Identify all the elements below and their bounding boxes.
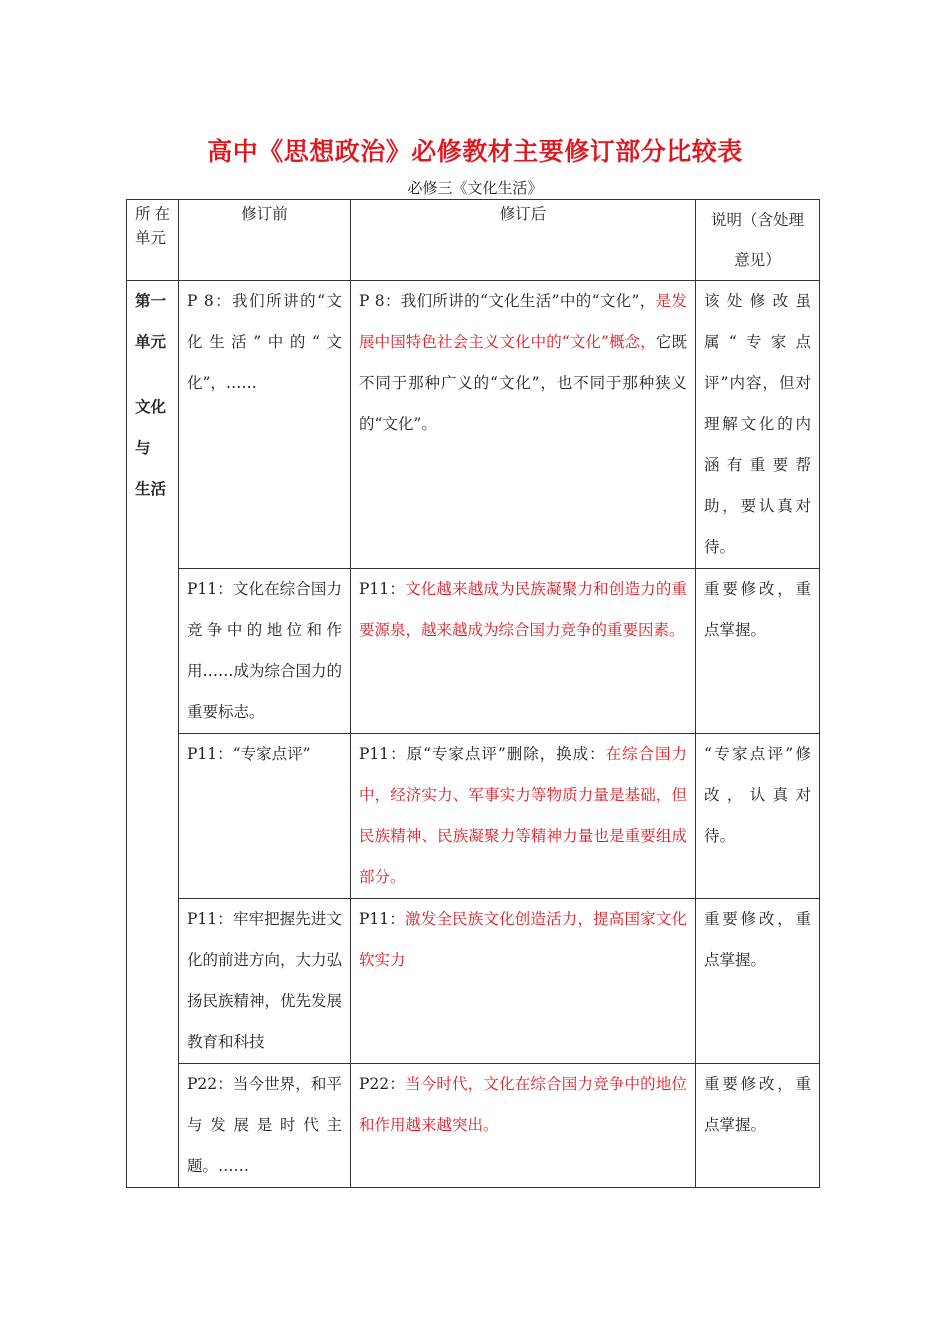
header-after: 修订后	[351, 200, 696, 281]
unit-label-2: 单元	[135, 333, 167, 351]
note-cell: “专家点评”修改，认真对待。	[696, 734, 820, 899]
before-cell: P11：文化在综合国力竞争中的地位和作用……成为综合国力的重要标志。	[179, 569, 351, 734]
after-revised-text: 当今时代，文化在综合国力竞争中的地位和作用越来越突出。	[359, 1075, 687, 1134]
before-cell: P 8：我们所讲的“文化生活”中的“文化”，……	[179, 281, 351, 569]
document-title: 高中《思想政治》必修教材主要修订部分比较表	[207, 137, 743, 166]
unit-label-3: 文化	[135, 398, 167, 416]
after-cell	[351, 569, 696, 734]
after-text: P 8：我们所讲的“文化生活”中的“文化”，	[359, 292, 656, 310]
before-cell: P11：牢牢把握先进文化的前进方向，大力弘扬民族精神，优先发展教育和科技	[179, 899, 351, 1064]
after-revised-text: 是发展中国特色社会主义文化中的“文化”概念，	[359, 292, 687, 351]
header-note: 说明（含处理意见）	[696, 200, 820, 281]
note-cell: 重要修改，重点掌握。	[696, 1064, 820, 1188]
after-cell	[351, 734, 696, 899]
note-cell: 该处修改虽属“专家点评”内容，但对理解文化的内涵有重要帮助，要认真对待。	[696, 281, 820, 569]
after-revised-text: 激发全民族文化创造活力，提高国家文化软实力	[359, 910, 687, 969]
note-cell: 重要修改，重点掌握。	[696, 899, 820, 1064]
table-row	[127, 281, 820, 569]
after-cell	[351, 899, 696, 1064]
after-text: P22：	[359, 1075, 406, 1093]
unit-label-1: 第一	[135, 292, 167, 310]
unit-cell	[127, 281, 179, 1188]
after-revised-text: 在综合国力中，经济实力、军事实力等物质力量是基础，但民族精神、民族凝聚力等精神力量也是重要组成部分。	[359, 745, 687, 886]
unit-label-4: 与	[135, 439, 151, 457]
comparison-table	[126, 199, 820, 1188]
header-unit: 所在单元	[127, 200, 179, 281]
table-row	[127, 569, 820, 734]
header-before: 修订前	[179, 200, 351, 281]
after-cell	[351, 281, 696, 569]
after-text: P11：	[359, 580, 406, 598]
after-text: P11：	[359, 910, 406, 928]
table-header-row	[127, 200, 820, 281]
after-cell	[351, 1064, 696, 1188]
table-row	[127, 899, 820, 1064]
table-row	[127, 734, 820, 899]
document-subtitle: 必修三《文化生活》	[407, 179, 543, 197]
before-cell: P11：“专家点评”	[179, 734, 351, 899]
after-revised-text: 文化越来越成为民族凝聚力和创造力的重要源泉，越来越成为综合国力竞争的重要因素。	[359, 580, 687, 639]
after-text-tail: 它既不同于那种广义的“文化”，也不同于那种狭义的“文化”。	[359, 333, 687, 433]
unit-label-5: 生活	[135, 480, 167, 498]
after-text: P11：原“专家点评”删除，换成：	[359, 745, 606, 763]
before-cell: P22：当今世界，和平与发展是时代主题。……	[179, 1064, 351, 1188]
note-cell: 重要修改，重点掌握。	[696, 569, 820, 734]
table-row	[127, 1064, 820, 1188]
